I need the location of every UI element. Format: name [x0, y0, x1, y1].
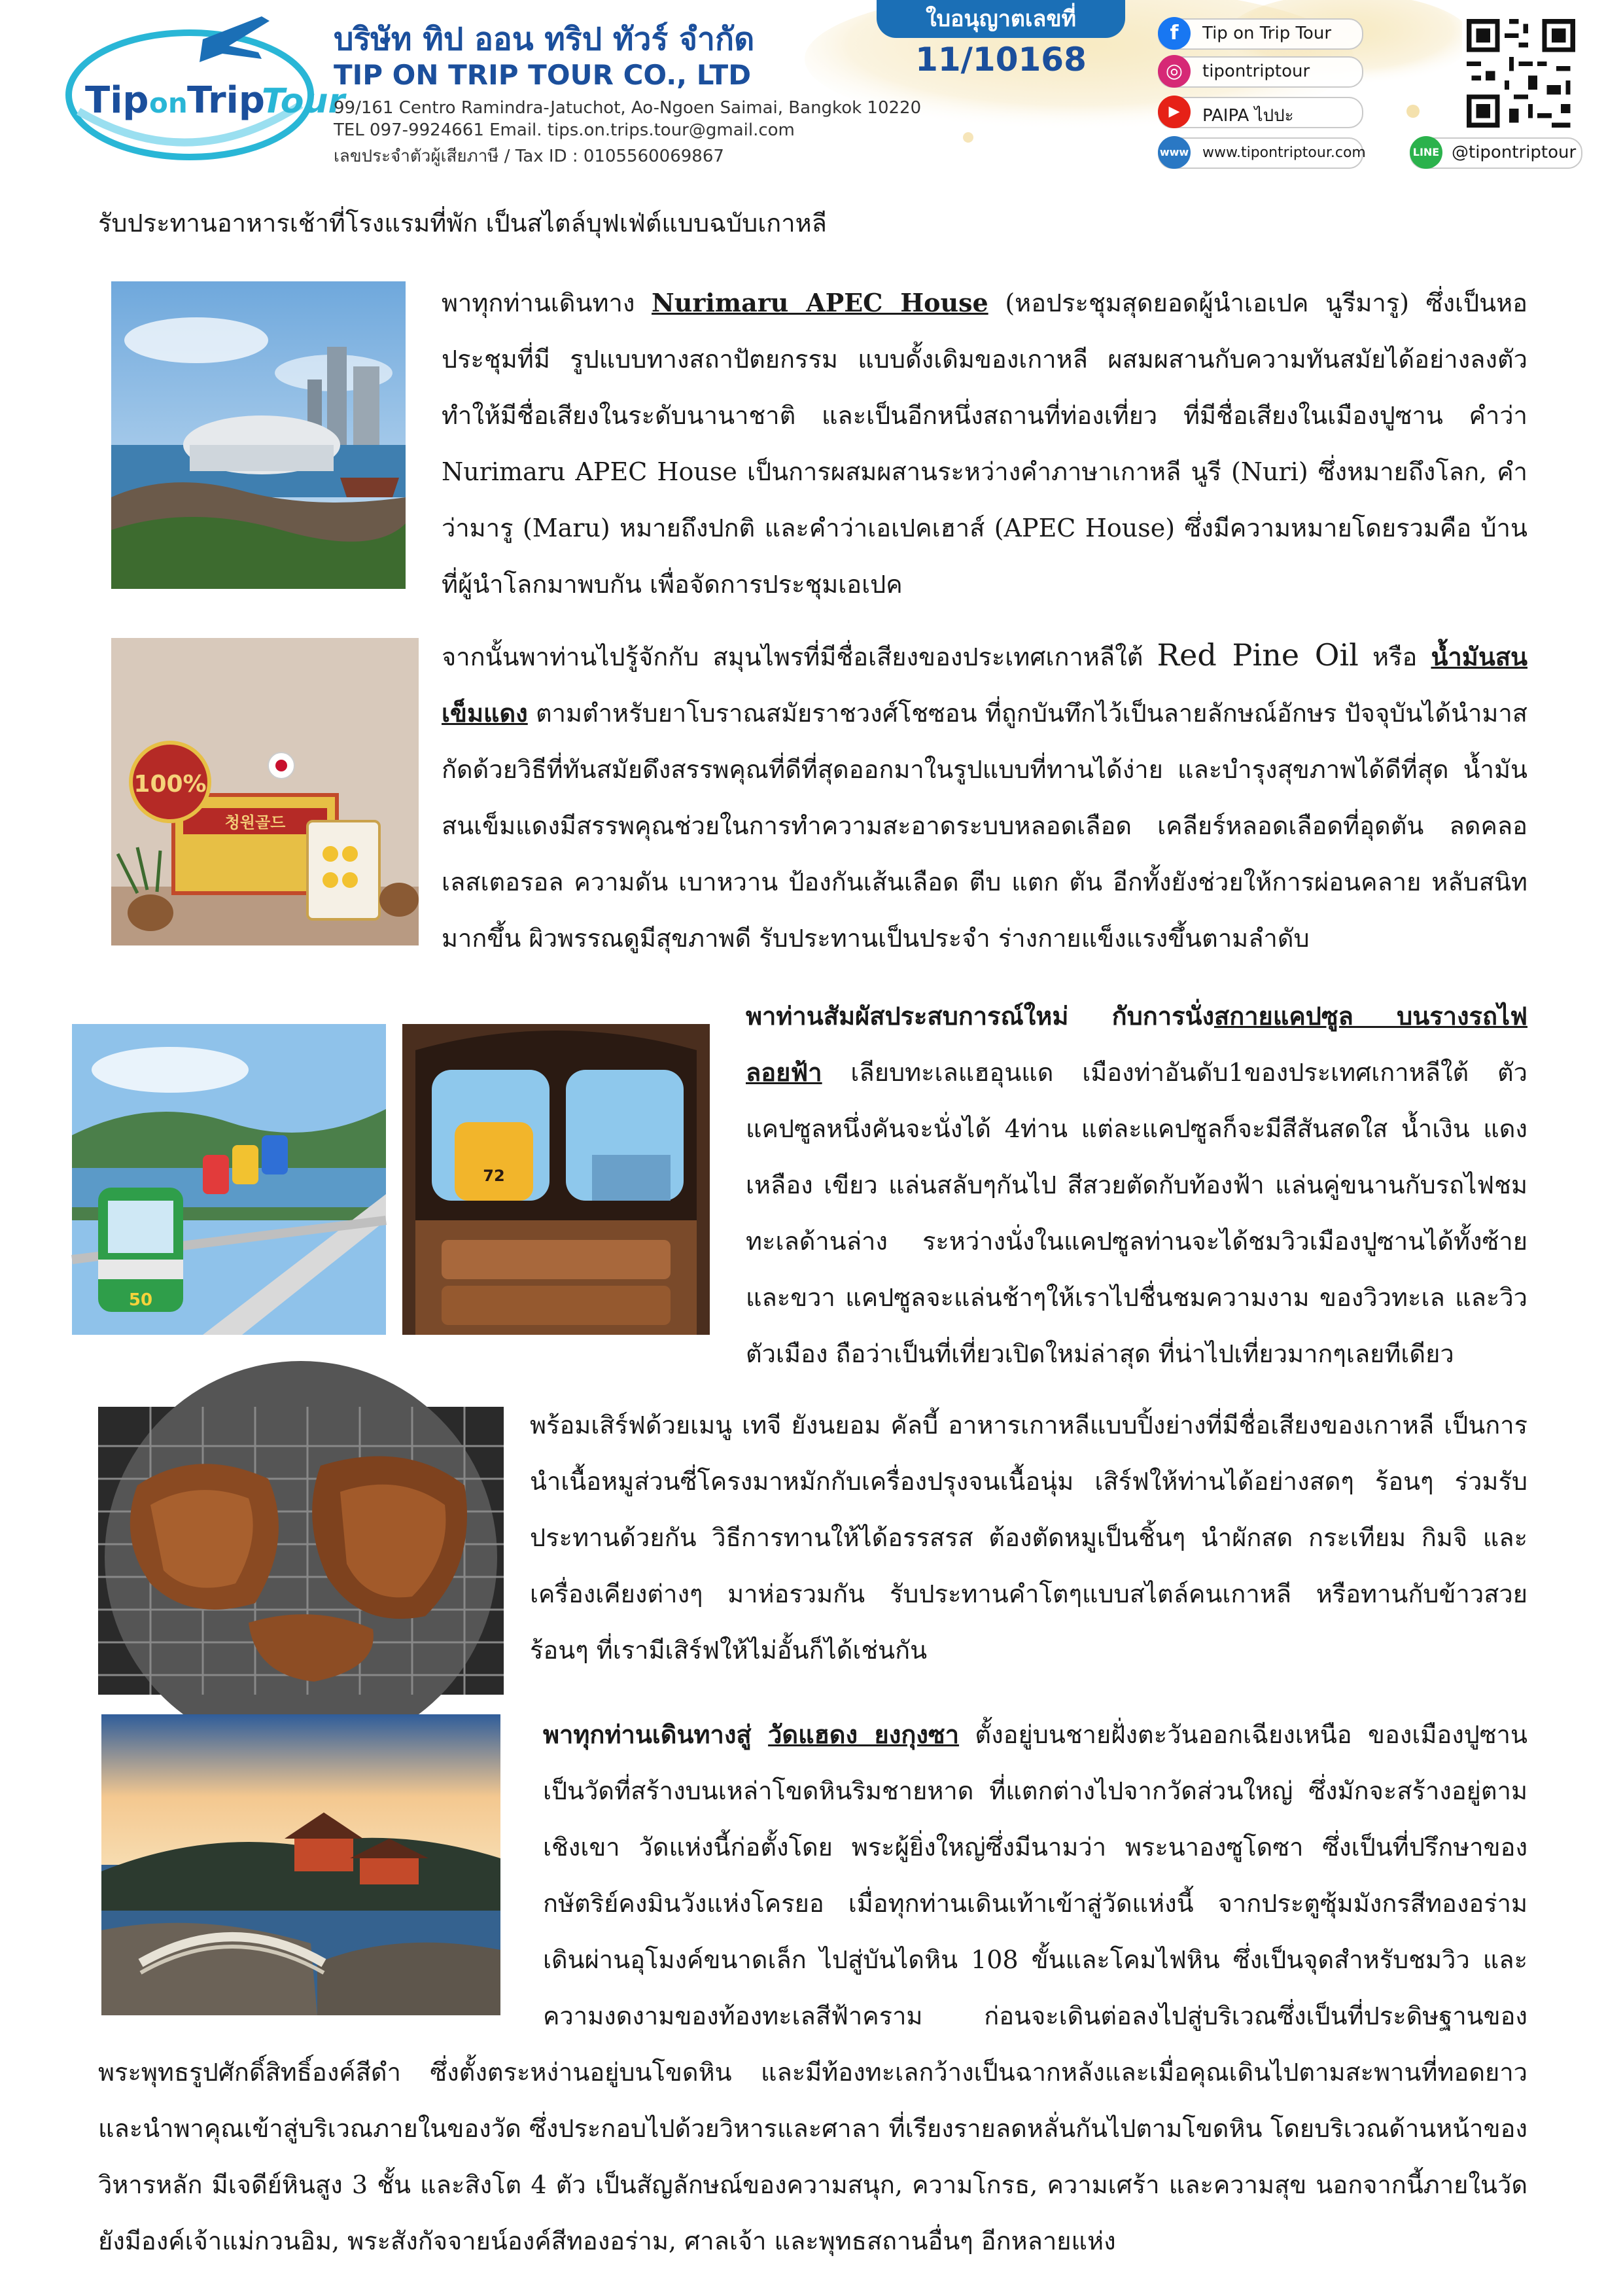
- website-icon: www: [1158, 136, 1191, 169]
- redpine-highlight-th: น้ำมันสนเข็มแดง: [442, 642, 1527, 728]
- company-address: 99/161 Centro Ramindra-Jatuchot, Ao-Ngoen Saimai, Bangkok 10220: [334, 98, 922, 118]
- nurimaru-photo: [111, 281, 406, 589]
- sky-capsule-coastal-photo: [72, 1024, 386, 1335]
- license-box: [877, 0, 1125, 92]
- nurimaru-description: [442, 275, 1527, 612]
- social-line[interactable]: [1410, 137, 1582, 169]
- red-pine-oil-description: [442, 627, 1527, 966]
- breakfast-intro: รับประทานอาหารเช้าที่โรงแรมที่พัก เป็นสไตล์บุฟเฟ่ต์แบบฉบับเกาหลี: [98, 209, 827, 238]
- facebook-icon: f: [1158, 17, 1191, 50]
- social-website-label: www.tipontriptour.com: [1202, 145, 1366, 161]
- company-contact: TEL 097-9924661 Email. tips.on.trips.tour@gmail.com: [334, 120, 795, 140]
- logo-text-trip: Trip: [187, 79, 265, 122]
- temple-photo-spacer: [98, 1706, 543, 2044]
- redpine-highlight-en: Red Pine Oil: [1157, 637, 1359, 673]
- license-label: ใบอนุญาตเลขที่: [877, 0, 1125, 38]
- company-name-english: TIP ON TRIP TOUR CO., LTD: [334, 59, 752, 91]
- social-instagram-label: tipontriptour: [1202, 62, 1310, 81]
- redpine-body: ตามตำหรับยาโบราณสมัยราชวงศ์โชซอน ที่ถูกบันทึกไว้เป็นลายลักษณ์อักษร ปัจจุบันได้นำมาสกัดด้วยวิธีที่ทันสมัยดึงสรรพคุณที่ดีที่สุดออกมาในรูปแบบที่ทานได้ง่าย และบำรุงสุขภาพได้ดีที่สุด น้ำมันสนเข็มแดงมีสรรพคุณช่วยในการทำความสะอาดระบบหลอดเลือด เคลียร์หลอดเลือดที่อุดตัน ลดคลอเลสเตอรอล ความดัน เบาหวาน ป้องกันเส้นเลือด ตีบ แตก ตัน อีกทั้งยังช่วยให้การผ่อนคลาย หลับสนิทมากขึ้น ผิวพรรณดูมีสุขภาพดี รับประทานเป็นประจำ ร่างกายแข็งแรงขึ้นตามลำดับ: [442, 699, 1527, 953]
- company-name-thai: บริษัท ทิป ออน ทริป ทัวร์ จำกัด: [334, 21, 755, 58]
- social-youtube-label: PAIPA ไปปะ: [1202, 106, 1294, 126]
- redpine-mid: หรือ: [1358, 643, 1431, 671]
- redpine-lead: จากนั้นพาท่านไปรู้จักกับ สมุนไพรที่มีชื่อเสียงของประเทศเกาหลีใต้: [442, 643, 1157, 671]
- skycapsule-highlight: สกายแคปซูล บนรางรถไฟลอยฟ้า: [746, 1001, 1527, 1087]
- social-website[interactable]: [1158, 137, 1366, 169]
- sky-capsule-interior-photo: [402, 1024, 710, 1335]
- temple-highlight: วัดแฮดง ยงกุงซา: [768, 1720, 960, 1749]
- skycapsule-body: เลียบทะเลแฮอุนแด เมืองท่าอันดับ1ของประเทศเกาหลีใต้ ตัวแคปซูลหนึ่งคันจะนั่งได้ 4ท่าน แต่ละแคปซูลก็จะมีสีสันสดใส น้ำเงิน แดง เหลือง เขียว แล่นสลับๆกันไป สีสวยตัดกับท้องฟ้า แล่นคู่ขนานกับรถไฟชมทะเลด้านล่าง ระหว่างนั่งในแคปซูลท่านจะได้ชมวิวเมืองปูซานได้ทั้งซ้ายและขวา แคปซูลจะแล่นช้าๆให้เราไปชื่นชมความงาม ของวิวทะเล และวิวตัวเมือง ถือว่าเป็นที่เที่ยวเปิดใหม่ล่าสุด ที่น่าไปเที่ยวมากๆเลยทีเดียว: [746, 1058, 1527, 1368]
- qr-code[interactable]: [1462, 14, 1580, 132]
- nurimaru-body: (หอประชุมสุดยอดผู้นำเอเปค นูรีมารู) ซึ่งเป็นหอประชุมที่มี รูปแบบทางสถาปัตยกรรม แบบดั้งเดิมของเกาหลี ผสมผสานกับความทันสมัยได้อย่างลงตัว ทำให้มีชื่อเสียงในระดับนานาชาติ และเป็นอีกหนึ่งสถานที่ท่องเที่ยว ที่มีชื่อเสียงในเมืองปูซาน คำว่า Nurimaru APEC House เป็นการผสมผสานระหว่างคำภาษาเกาหลี นูรี (Nuri) ซึ่งหมายถึงโลก, คำว่ามารู (Maru) หมายถึงปกติ และคำว่าเอเปคเฮาส์ (APEC House) ซึ่งมีความหมายโดยรวมคือ บ้านที่ผู้นำโลกมาพบกัน เพื่อจัดการประชุมเอเปค: [442, 289, 1527, 599]
- skycapsule-lead: พาท่านสัมผัสประสบการณ์ใหม่ กับการนั่ง: [746, 1001, 1215, 1031]
- company-logo: [65, 13, 345, 164]
- nurimaru-lead: พาทุกท่านเดินทาง: [442, 289, 652, 317]
- temple-body: ตั้งอยู่บนชายฝั่งตะวันออกเฉียงเหนือ ของเมืองปูซาน เป็นวัดที่สร้างบนเหล่าโขดหินริมชายหาด ที่แตกต่างไปจากวัดส่วนใหญ่ ซึ่งมักจะสร้างอยู่ตามเชิงเขา วัดแห่งนี้ก่อตั้งโดย พระผู้ยิ่งใหญ่ซึ่งมีนามว่า พระนาองซูโดซา ซึ่งเป็นที่ปรึกษาของกษัตริย์คงมินวังแห่งโครยอ เมื่อทุกท่านเดินเท้าเข้าสู่วัดแห่งนี้ จากประตูซุ้มมังกรสีทองอร่าม เดินผ่านอุโมงค์ขนาดเล็ก ไปสู่บันไดหิน 108 ขั้นและโคมไฟหิน ซึ่งเป็นจุดสำหรับชมวิว และความงดงามของท้องทะเลสีฟ้าคราม ก่อนจะเดินต่อลงไปสู่บริเวณซึ่งเป็นที่ประดิษฐานของ พระพุทธรูปศักดิ์สิทธิ์องค์สีดำ ซึ่งตั้งตระหง่านอยู่บนโขดหิน และมีท้องทะเลกว้างเป็นฉากหลังและเมื่อคุณเดินไปตามสะพานที่ทอดยาว และนำพาคุณเข้าสู่บริเวณภายในของวัด ซึ่งประกอบไปด้วยวิหารและศาลา ที่เรียงรายลดหลั่นกันไปตามโขดหิน โดยบริเวณด้านหน้าของวิหารหลัก มีเจดีย์หินสูง 3 ชั้น และสิงโต 4 ตัว เป็นสัญลักษณ์ของความสนุก, ความโกรธ, ความเศร้า และความสุข นอกจากนี้ภายในวัด ยังมีองค์เจ้าแม่กวนอิม, พระสังกัจจายน์องค์สีทองอร่าม, ศาลเจ้า และพุทธสถานอื่นๆ อีกหลายแห่ง: [98, 1720, 1527, 2255]
- license-number: 11/10168: [915, 41, 1087, 79]
- capsule-number-b: 72: [483, 1167, 505, 1185]
- social-line-label: @tipontriptour: [1452, 143, 1577, 162]
- red-pine-oil-photo: [111, 638, 419, 945]
- company-tax-id: เลขประจำตัวผู้เสียภาษี / Tax ID : 0105560069867: [334, 147, 724, 166]
- nurimaru-highlight: Nurimaru APEC House: [652, 288, 988, 317]
- capsule-number-a: 50: [128, 1290, 153, 1310]
- social-facebook-label: Tip on Trip Tour: [1202, 24, 1332, 43]
- sky-capsule-description: [746, 988, 1527, 1382]
- youtube-icon: ▶: [1158, 96, 1191, 128]
- temple-description: [98, 1706, 1527, 2269]
- temple-lead: พาทุกท่านเดินทางสู่: [543, 1720, 769, 1749]
- social-youtube[interactable]: [1158, 97, 1363, 128]
- line-icon: LINE: [1410, 136, 1442, 169]
- instagram-icon: ◎: [1158, 55, 1191, 88]
- social-facebook[interactable]: [1158, 18, 1363, 50]
- logo-text-tour: Tour: [262, 82, 345, 121]
- korean-bbq-description: พร้อมเสิร์ฟด้วยเมนู เทจี ยังนยอม คัลบี้ อาหารเกาหลีแบบปิ้งย่างที่มีชื่อเสียงของเกาหลี เป็นการนำเนื้อหมูส่วนซี่โครงมาหมักกับเครื่องปรุงจนเนื้อนุ่ม เสิร์ฟให้ท่านได้อย่างสดๆ ร้อนๆ ร่วมรับประทานด้วยกัน วิธีการทานให้ได้อรรสรส ต้องตัดหมูเป็นชิ้นๆ นำผักสด กระเทียม กิมจิ และเครื่องเคียงต่างๆ มาห่อรวมกัน รับประทานคำโตๆแบบสไตล์คนเกาหลี หรือทานกับข้าวสวยร้อนๆ ที่เรามีเสิร์ฟให้ไม่อั้นก็ได้เช่นกัน: [530, 1411, 1527, 1665]
- letterhead: [0, 0, 1623, 183]
- purity-badge: 100%: [133, 771, 207, 798]
- airplane-icon: [200, 16, 270, 62]
- logo-text-tip: Tip: [85, 79, 149, 122]
- product-name-label: 청원골드: [224, 813, 286, 832]
- logo-text-on: on: [149, 87, 188, 119]
- social-instagram[interactable]: [1158, 56, 1363, 88]
- korean-bbq-photo: [98, 1407, 504, 1695]
